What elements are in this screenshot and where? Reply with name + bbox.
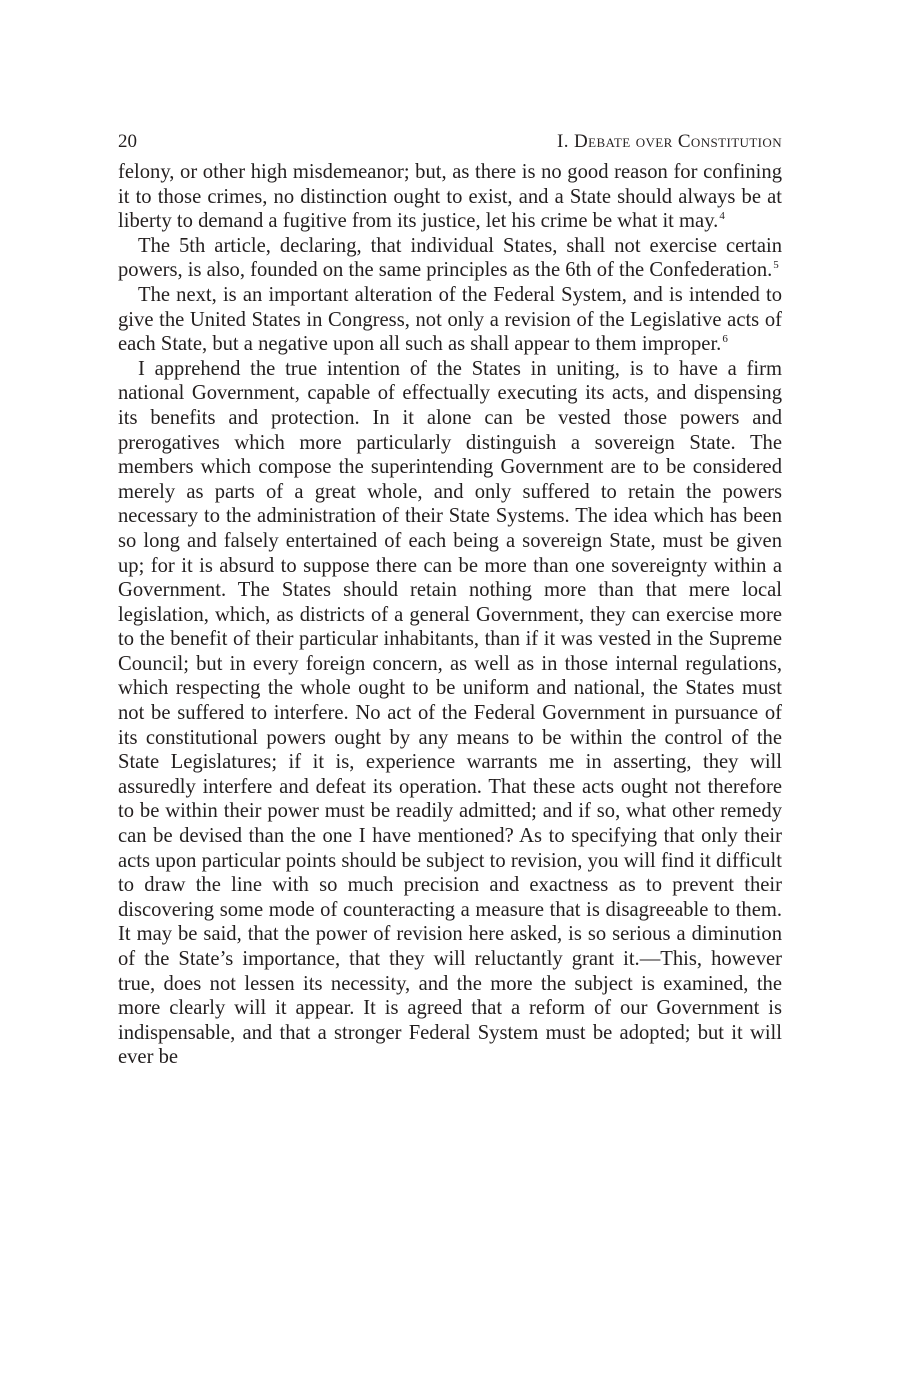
footnote-marker: 6 bbox=[722, 333, 728, 346]
body-text bbox=[118, 160, 782, 1070]
paragraph bbox=[118, 160, 782, 234]
footnote-marker: 4 bbox=[719, 210, 725, 223]
paragraph bbox=[118, 283, 782, 357]
book-page bbox=[118, 126, 782, 1070]
paragraph-text: The next, is an important alteration of the Federal System, and is intended to give the United States in Congress, not only a revision of the Legislative acts of each State, but a negative upon all such as shall appear to them improper. bbox=[118, 283, 782, 356]
running-head bbox=[118, 126, 782, 160]
page-number: 20 bbox=[118, 131, 137, 152]
paragraph-text: felony, or other high misdemeanor; but, as there is no good reason for confining it to those crimes, no distinction ought to exist, and a State should always be at liberty to demand a fugitive from its justice, let his crime be what it may. bbox=[118, 161, 782, 233]
running-title: I. Debate over Constitution bbox=[556, 131, 782, 152]
paragraph-text: The 5th article, declaring, that individual States, shall not exercise certain powers, is also, founded on the same principles as the 6th of the Confederation. bbox=[118, 234, 782, 282]
paragraph bbox=[118, 357, 782, 1070]
paragraph bbox=[118, 234, 782, 283]
footnote-marker: 5 bbox=[773, 259, 779, 272]
paragraph-text: I apprehend the true intention of the States in uniting, is to have a firm national Government, capable of effectually executing its acts, and dispensing its benefits and protection. In it alone can be vested those powers and prerogatives which more particularly distinguish a sovereign State. The members which compose the superintending Government are to be considered merely as parts of a great whole, and only suffered to retain the powers necessary to the administration of their State Systems. The idea which has been so long and falsely entertained of each being a sovereign State, must be given up; for it is absurd to suppose there can be more than one sovereignty within a Government. The States should retain nothing more than that mere local legislation, which, as districts of a general Government, they can exercise more to the benefit of their particular inhabitants, than if it was vested in the Supreme Council; but in every foreign concern, as well as in those internal regulations, which respecting the whole ought to be uniform and national, the States must not be suffered to interfere. No act of the Federal Government in pursuance of its constitutional powers ought by any means to be within the control of the State Legislatures; if it is, experience warrants me in asserting, they will assuredly interfere and defeat its operation. That these acts ought not therefore to be within their power must be readily admitted; and if so, what other remedy can be devised than the one I have mentioned? As to specifying that only their acts upon particular points should be subject to revision, you will find it difficult to draw the line with so much precision and exactness as to prevent their discovering some mode of counteracting a measure that is disagreeable to them. It may be said, that the power of revision here asked, is so serious a diminution of the State’s importance, that they will reluctantly grant it.—This, however true, does not lessen its necessity, and the more the subject is examined, the more clearly will it appear. It is agreed that a reform of our Government is indispensable, and that a stronger Federal System must be adopted; but it will ever be bbox=[118, 357, 782, 1069]
